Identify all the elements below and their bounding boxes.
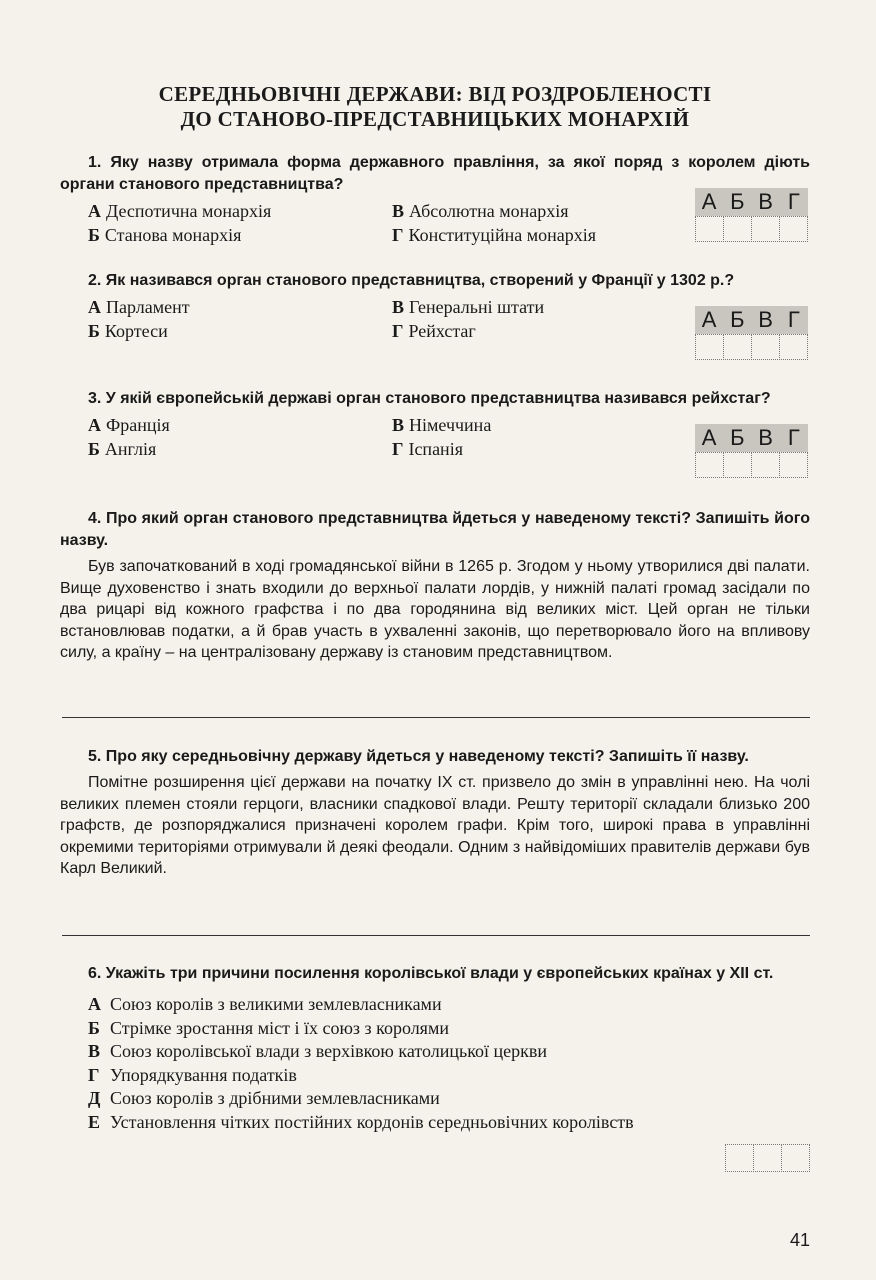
- answer-cell[interactable]: [695, 216, 724, 242]
- answer-grid-6: [726, 1144, 810, 1172]
- question-5: [60, 746, 810, 880]
- option-g: Г Конституційна монархія: [392, 225, 596, 245]
- option-g: Г Іспанія: [392, 439, 463, 459]
- title-line-2: ДО СТАНОВО-ПРЕДСТАВНИЦЬКИХ МОНАРХІЙ: [180, 107, 690, 131]
- option-a: А Союз королів з великими землевласниками: [88, 994, 442, 1014]
- answer-cell[interactable]: [723, 334, 752, 360]
- answer-cell[interactable]: [781, 1144, 810, 1172]
- page-title: [60, 82, 810, 132]
- question-6: [60, 963, 810, 1134]
- answer-cell[interactable]: [723, 216, 752, 242]
- option-b: Б Кортеси: [88, 321, 168, 341]
- question-5-passage: Помітне розширення цієї держави на початку IX ст. призвело до змін в управлінні нею. На чолі великих племен стояли герцоги, власники спадкової влади. Решту території складали близько 200 графств, де розпоряджалися призначені королем графи. Крім того, широкі права в управлінні окремими територіями отримували й деякі феодали. Одним з найвідоміших правителів держави був Карл Великий.: [60, 774, 810, 877]
- answer-cell[interactable]: [751, 452, 780, 478]
- answer-grid-2: А Б В Г: [695, 306, 808, 360]
- question-4: [60, 508, 810, 664]
- question-4-text: 4. Про який орган станового представництва йдеться у наведеному тексті? Запишіть його назву.: [60, 510, 810, 549]
- question-2-text: 2. Як називався орган станового представництва, створений у Франції у 1302 р.?: [88, 272, 735, 289]
- answer-cell[interactable]: [751, 334, 780, 360]
- question-1-text: 1. Яку назву отримала форма державного правління, за якої поряд з королем діють органи станового представництва?: [60, 154, 810, 193]
- question-5-text: 5. Про яку середньовічну державу йдеться у наведеному тексті? Запишіть її назву.: [88, 748, 749, 765]
- question-3-text: 3. У якій європейській державі орган станового представництва називався рейхстаг?: [88, 390, 771, 407]
- option-e: Е Установлення чітких постійних кордонів середньовічних королівств: [88, 1111, 634, 1132]
- answer-cell[interactable]: [723, 452, 752, 478]
- answer-cell[interactable]: [751, 216, 780, 242]
- answer-grid-1: А Б В Г: [695, 188, 808, 242]
- option-b: Б Станова монархія: [88, 225, 242, 245]
- option-a: А Деспотична монархія: [88, 201, 272, 221]
- page-number: 41: [789, 1230, 810, 1250]
- answer-cell[interactable]: [779, 216, 808, 242]
- option-a: А Парламент: [88, 297, 190, 317]
- option-d: Д Союз королів з дрібними землевласниками: [88, 1088, 440, 1108]
- option-g: Г Рейхстаг: [392, 321, 476, 341]
- answer-cell[interactable]: [725, 1144, 754, 1172]
- title-line-1: СЕРЕДНЬОВІЧНІ ДЕРЖАВИ: ВІД РОЗДРОБЛЕНОСТІ: [158, 82, 712, 106]
- option-v: В Абсолютна монархія: [392, 201, 569, 221]
- answer-line-4[interactable]: [62, 717, 810, 718]
- answer-grid-3: А Б В Г: [695, 424, 808, 478]
- answer-cell[interactable]: [779, 452, 808, 478]
- answer-cell[interactable]: [695, 452, 724, 478]
- option-g: Г Упорядкування податків: [88, 1064, 297, 1085]
- option-v: В Німеччина: [392, 415, 492, 435]
- question-6-text: 6. Укажіть три причини посилення королівської влади у європейських країнах у XII ст.: [88, 965, 774, 982]
- question-4-passage: Був започаткований в ході громадянської війни в 1265 р. Згодом у ньому утворилися дві палати. Вище духовенство і знать входили до верхньої палати лордів, у нижній палаті громад засідали по два рицарі від кожного графства і по два городянина від великих міст. Цей орган не тільки встановлював податки, а й брав участь в ухваленні законів, що перетворювало його на впливову силу, а країну – на централізовану державу із становим представництвом.: [60, 558, 810, 661]
- option-b: Б Англія: [88, 439, 157, 459]
- option-v: В Генеральні штати: [392, 297, 545, 317]
- answer-line-5[interactable]: [62, 935, 810, 936]
- option-b: Б Стрімке зростання міст і їх союз з королями: [88, 1017, 449, 1038]
- answer-cell[interactable]: [779, 334, 808, 360]
- option-a: А Франція: [88, 415, 170, 435]
- question-6-options: [60, 993, 810, 1134]
- option-v: В Союз королівської влади з верхівкою католицької церкви: [88, 1041, 548, 1061]
- answer-cell[interactable]: [753, 1144, 782, 1172]
- answer-cell[interactable]: [695, 334, 724, 360]
